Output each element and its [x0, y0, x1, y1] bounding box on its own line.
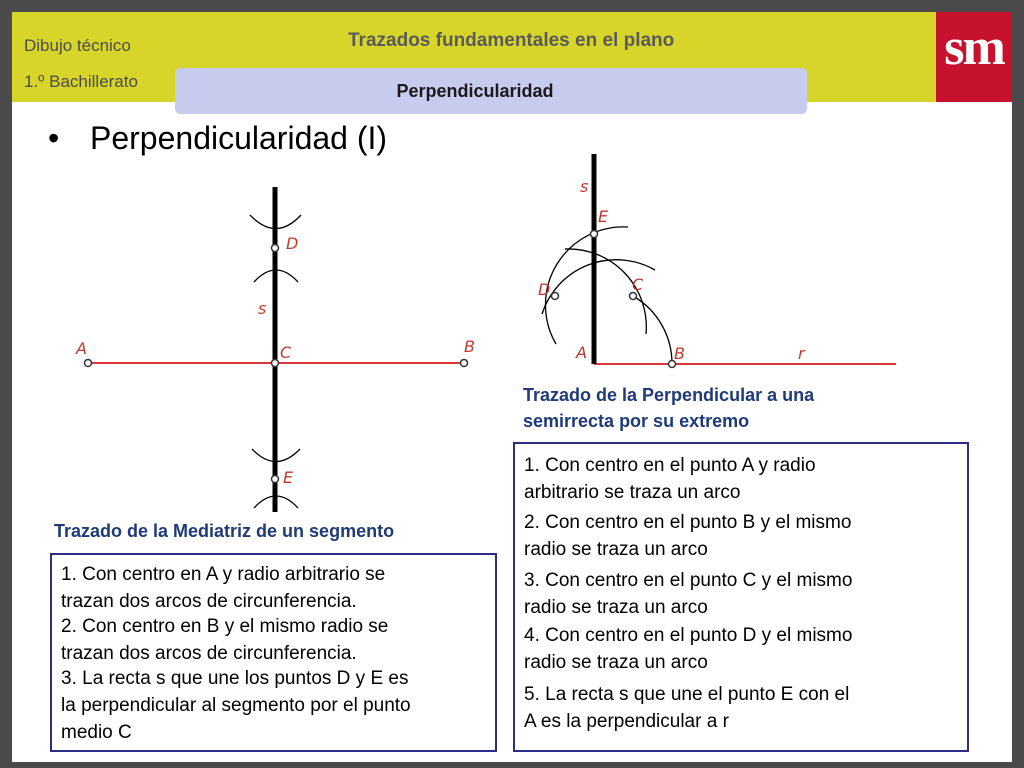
left-step-1 — [61, 561, 385, 615]
right-step-4 — [524, 622, 852, 676]
left-step-1-line1: 1. Con centro en A y radio arbitrario se — [61, 564, 386, 585]
right-step-5-line2: A es la perpendicular a r — [524, 711, 729, 732]
right-step-1-line1: 1. Con centro en el punto A y radio — [524, 455, 816, 476]
left-step-3-line2: la perpendicular al segmento por el punto — [61, 695, 411, 716]
right-caption — [523, 382, 814, 434]
right-step-4-line2: radio se traza un arco — [524, 652, 708, 673]
left-step-3 — [61, 665, 411, 746]
point-d — [272, 245, 279, 252]
point-e-right — [591, 231, 598, 238]
right-step-2 — [524, 509, 851, 563]
label-d-right: D — [538, 280, 551, 299]
logo-text: sm — [944, 19, 1004, 76]
left-step-2-line1: 2. Con centro en B y el mismo radio se — [61, 616, 389, 637]
subject-label: Dibujo técnico — [24, 36, 131, 55]
course-label: 1.º Bachillerato — [24, 72, 138, 91]
perpendicular-figure — [538, 154, 896, 368]
right-step-2-line1: 2. Con centro en el punto B y el mismo — [524, 512, 852, 533]
label-e-right: E — [598, 207, 609, 226]
right-step-3 — [524, 567, 852, 621]
label-r: r — [798, 344, 805, 363]
right-step-1-line2: arbitrario se traza un arco — [524, 482, 741, 503]
right-step-3-line2: radio se traza un arco — [524, 597, 708, 618]
label-a-right: A — [576, 343, 587, 362]
right-caption-line2: semirrecta por su extremo — [523, 411, 750, 431]
topic-title: Trazados fundamentales en el plano — [348, 30, 675, 51]
left-step-2 — [61, 613, 388, 667]
point-c — [272, 360, 279, 367]
point-e — [272, 476, 279, 483]
title-bullet: • — [48, 120, 60, 156]
label-e: E — [283, 468, 294, 487]
point-b — [461, 360, 468, 367]
label-b-right: B — [674, 344, 685, 363]
section-title: Perpendicularidad — [396, 81, 554, 101]
right-step-3-line1: 3. Con centro en el punto C y el mismo — [524, 570, 853, 591]
title-text: Perpendicularidad (I) — [90, 120, 388, 156]
slide — [12, 12, 1012, 762]
label-a: A — [76, 339, 87, 358]
label-c-right: C — [632, 275, 644, 294]
label-s-right: s — [580, 177, 589, 196]
right-step-5 — [524, 681, 849, 735]
left-caption: Trazado de la Mediatriz de un segmento — [54, 521, 395, 541]
left-step-3-line1: 3. La recta s que une los puntos D y E es — [61, 668, 409, 689]
left-step-3-line3: medio C — [61, 722, 132, 743]
right-step-5-line1: 5. La recta s que une el punto E con el — [524, 684, 850, 705]
left-steps-box — [50, 553, 497, 752]
arc-center-a — [633, 296, 672, 364]
mediatriz-figure — [75, 187, 475, 512]
label-s: s — [258, 299, 267, 318]
label-d: D — [286, 234, 299, 253]
point-d-right — [552, 293, 559, 300]
right-step-1 — [524, 452, 816, 506]
left-step-2-line2: trazan dos arcos de circunferencia. — [61, 643, 357, 664]
right-steps-box — [513, 442, 969, 752]
right-step-2-line2: radio se traza un arco — [524, 539, 708, 560]
right-caption-line1: Trazado de la Perpendicular a una — [523, 385, 815, 405]
right-step-4-line1: 4. Con centro en el punto D y el mismo — [524, 625, 853, 646]
left-step-1-line2: trazan dos arcos de circunferencia. — [61, 591, 357, 612]
point-a — [85, 360, 92, 367]
label-b: B — [464, 337, 475, 356]
label-c: C — [280, 343, 292, 362]
